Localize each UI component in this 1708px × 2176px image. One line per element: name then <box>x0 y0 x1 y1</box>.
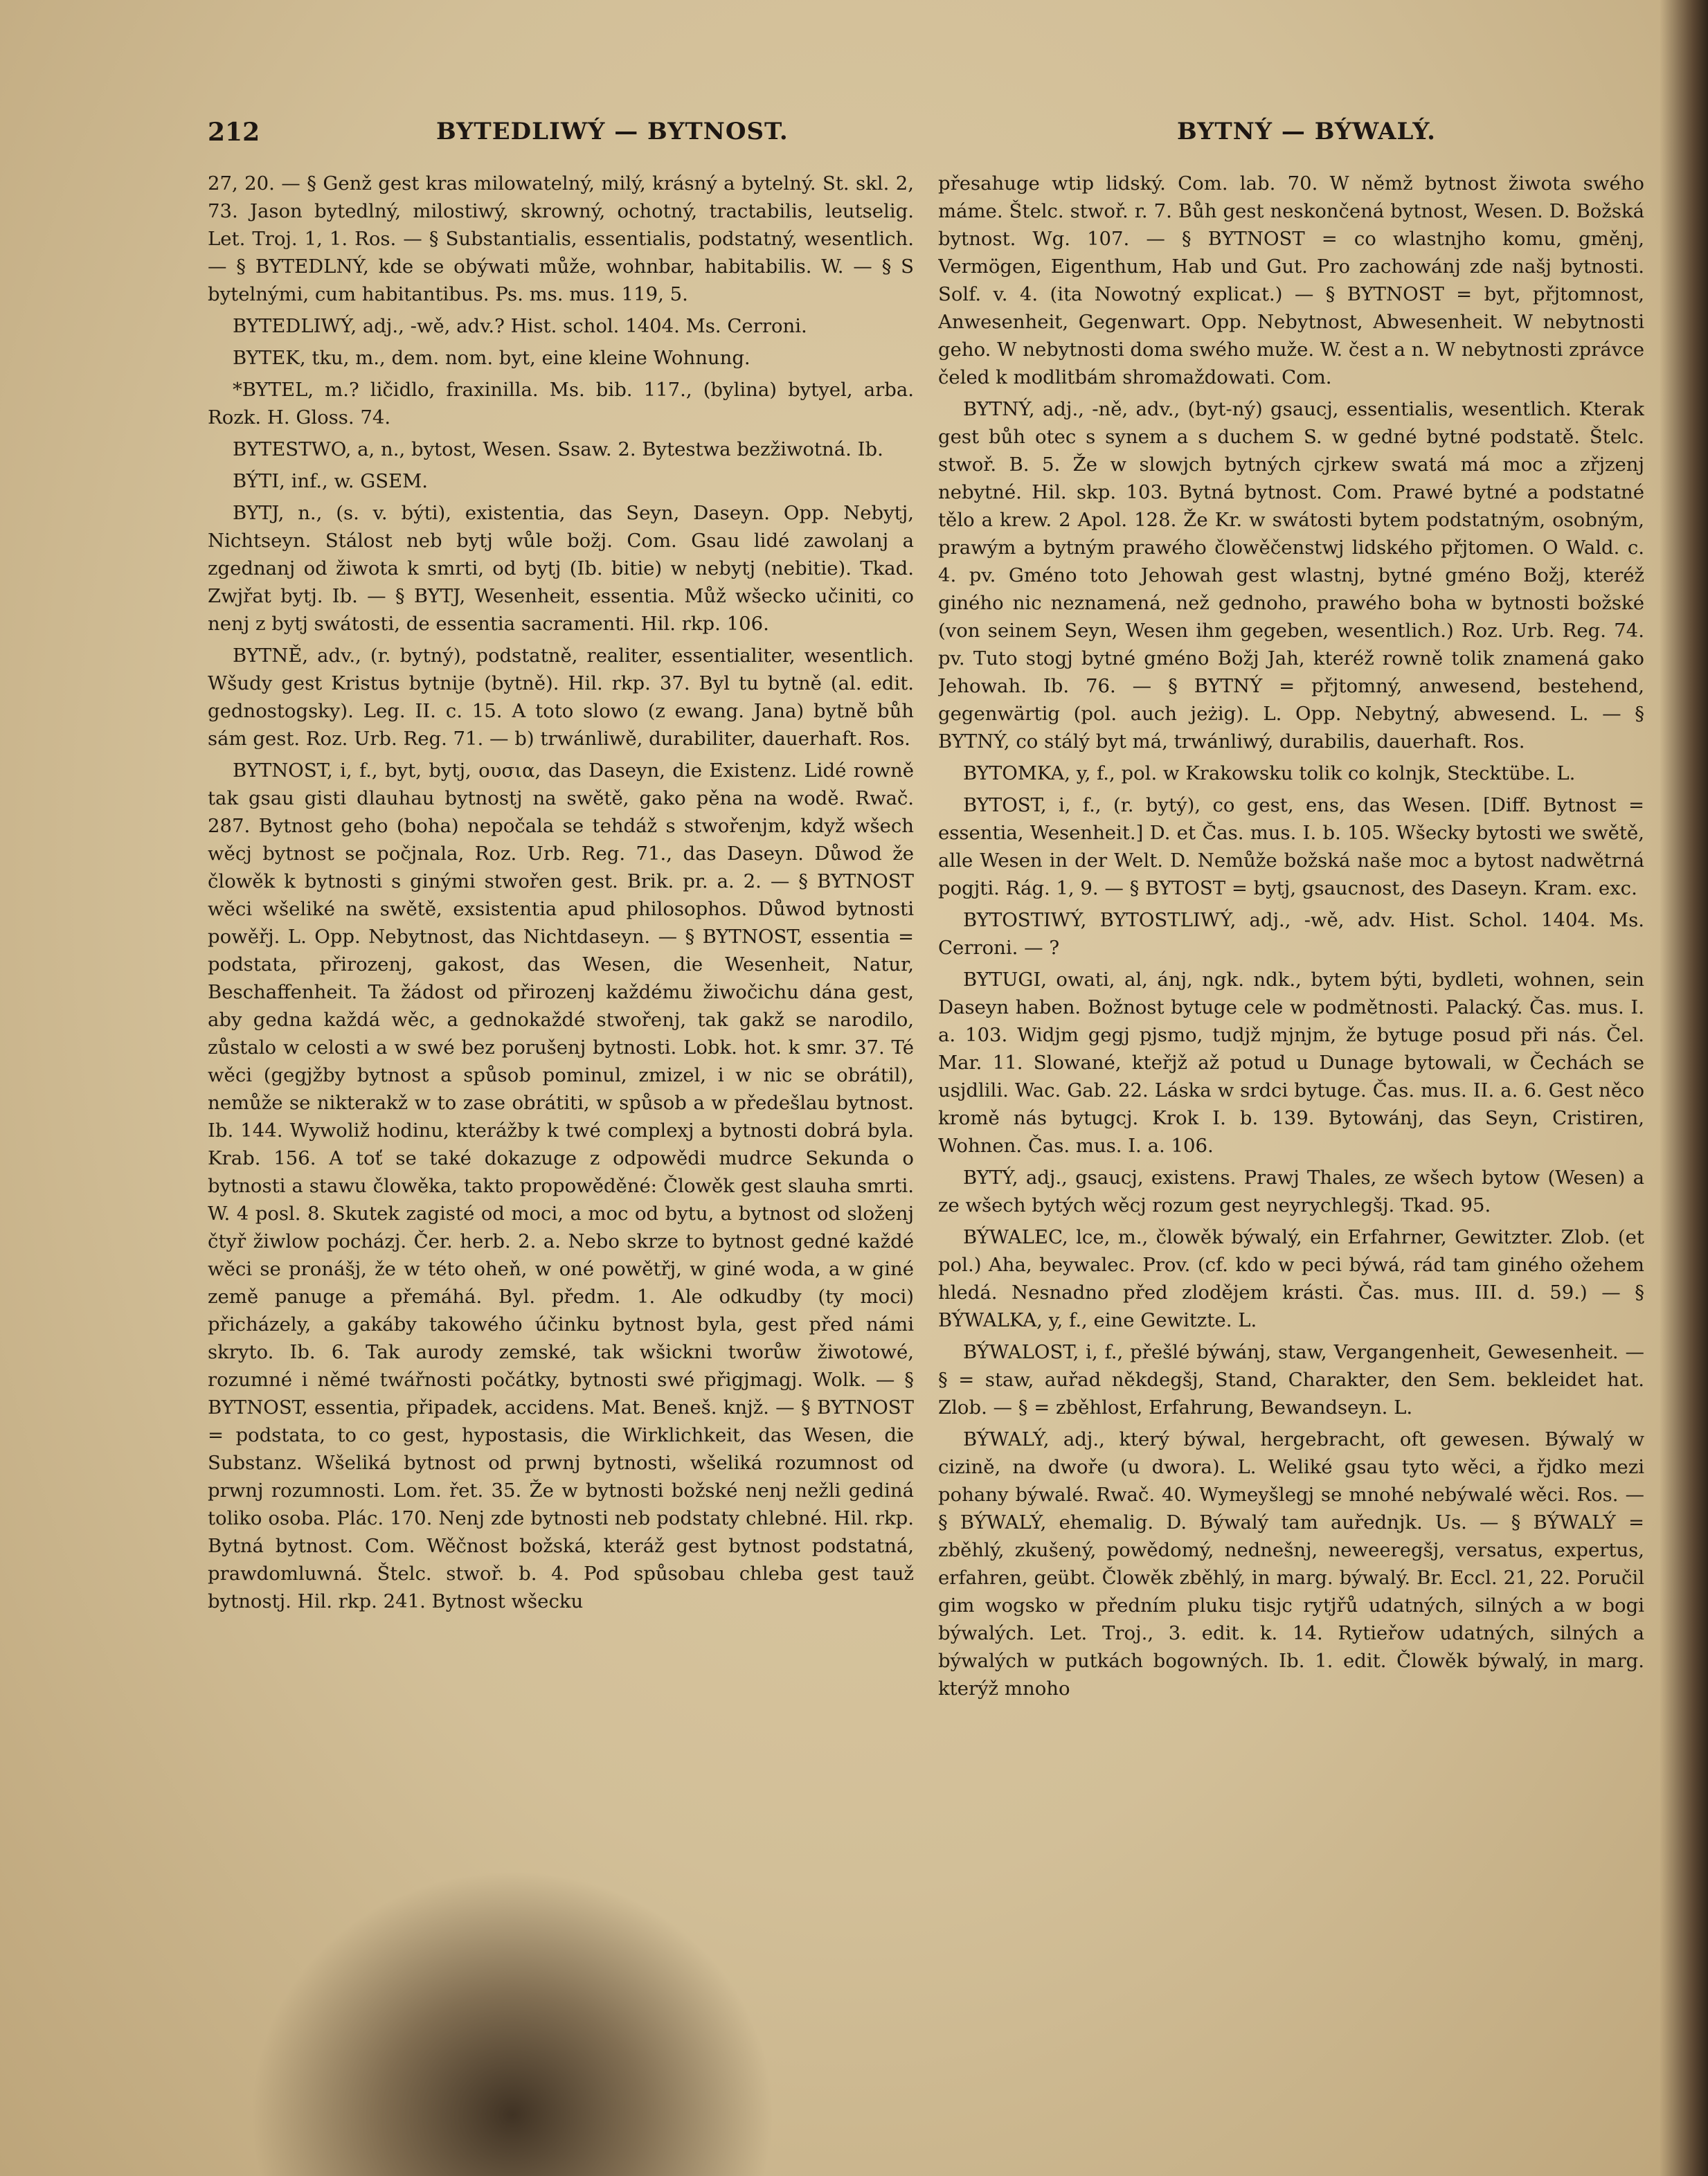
entry-paragraph: 27, 20. — § Genž gest kras milowatelný, milý, krásný a bytelný. St. skl. 2, 73. Jason bytedlný, milostiwý, skrowný, ochotný, tractabilis, leutselig. Let. Troj. 1, 1. Ros. — § Substantialis, essentialis, podstatný, wesentlich. — § BYTEDLNÝ, kde se obýwati může, wohnbar, habitabilis. W. — § S bytelnými, cum habitantibus. Ps. ms. mus. 119, 5. <box>208 172 914 305</box>
entry-paragraph: BYTNOST, i, f., byt, bytj, ουσια, das Daseyn, die Existenz. Lidé rowně tak gsau gisti dlauhau bytnostj na swětě, gako pěna na wodě. Rwač. 287. Bytnost geho (boha) nepočala se tehdáž s stwořenjm, když wšech wěcj bytnost se počjnala, Roz. Urb. Reg. 71., das Daseyn. Důwod že člowěk k bytnosti s ginými stwořen gest. Brik. pr. a. 2. — § BYTNOST wěci wšeliké na swětě, exsistentia apud philosophos. Důwod bytnosti powěřj. L. Opp. Nebytnost, das Nichtdaseyn. — § BYTNOST, essentia = podstata, přirozenj, gakost, das Wesen, die Wesenheit, Natur, Beschaffenheit. Ta žádost od přirozenj každému žiwočichu dána gest, aby gedna každá wěc, a gednokaždé stwořenj, tak gakž se narodilo, zůstalo w celosti a w swé bez porušenj bytnosti. Lobk. hot. k smr. 37. Té wěci (gegjžby bytnost a spůsob pominul, zmizel, i w nic se obrátil), nemůže se nikterakž w to zase obrátiti, w spůsob a w předešlau bytnost. Ib. 144. Wywoliž hodinu, kterážby k twé complexj a bytnosti dobrá byla. Krab. 156. A toť se také dokazuge z odpowědi mudrce Sekunda o bytnosti a stawu člowěka, takto propowěděné: Člowěk gest slauha smrti. W. 4 posl. 8. Skutek zagisté od moci, a moc od bytu, a bytnost od složenj čtyř žiwlow pocházj. Čer. herb. 2. a. Nebo skrze to bytnost gedné každé wěci se pronášj, že w této oheň, w oné powětřj, w giné woda, a w giné země panuge a přemáhá. Byl. předm. 1. Ale odkudby (ty moci) přicházely, a gakáby takowého účinku bytnost byla, gest před námi skryto. Ib. 6. Tak aurody zemské, tak wšickni tworůw žiwotowé, rozumné i němé twářnosti počátky, bytnosti swé přigjmagj. Wolk. — § BYTNOST, essentia, připadek, accidens. Mat. Beneš. knjž. — § BYTNOST = podstata, to co gest, hypostasis, die Wirklichkeit, das Wesen, die Substanz. Wšeliká bytnost od prwnj bytnosti, wšeliká rozumnost od prwnj rozumnosti. Lom. řet. 35. Že w bytnosti božské nenj nežli gediná toliko osoba. Plác. 170. Nenj zde bytnosti neb podstaty chlebné. Hil. rkp. Bytná bytnost. Com. Wěčnost božská, kteráž gest bytnost podstatná, prawdomluwná. Štelc. stwoř. b. 4. Pod spůsobau chleba gest tauž bytnostj. Hil. rkp. 241. Bytnost wšecku <box>208 759 914 1612</box>
page-header <box>208 118 1662 159</box>
entry-paragraph: přesahuge wtip lidský. Com. lab. 70. W němž bytnost žiwota swého máme. Štelc. stwoř. r. 7. Bůh gest neskončená bytnost, Wesen. D. Božská bytnost. Wg. 107. — § BYTNOST = co wlastnjho komu, gměnj, Vermögen, Eigenthum, Hab und Gut. Pro zachowánj zde našj bytnosti. Solf. v. 4. (ita Nowotný explicat.) — § BYTNOST = byt, přjtomnost, Anwesenheit, Gegenwart. Opp. Nebytnost, Abwesenheit. W nebytnosti geho. W nebytnosti doma swého muže. W. čest a n. W nebytnosti zprávce čeled k modlitbám shromaždowati. Com. <box>938 172 1644 388</box>
left-running-title: BYTEDLIWÝ — BYTNOST. <box>436 118 789 145</box>
entry-paragraph: BYTOSTIWÝ, BYTOSTLIWÝ, adj., -wě, adv. Hist. Schol. 1404. Ms. Cerroni. — ? <box>938 909 1644 959</box>
book-edge-shadow <box>1660 0 1708 2176</box>
entry-paragraph: BÝWALÝ, adj., který býwal, hergebracht, oft gewesen. Býwalý w cizině, na dwoře (u dwora). L. Weliké gsau tyto wěci, a řjdko mezi pohany býwalé. Rwač. 40. Wymeyšlegj se mnohé nebýwalé wěci. Ros. — § BÝWALÝ, ehemalig. D. Býwalý tam auřednjk. Us. — § BÝWALÝ = zběhlý, zkušený, powědomý, nednešnj, neweeregšj, versatus, expertus, erfahren, geübt. Člowěk zběhlý, in marg. býwalý. Br. Eccl. 21, 22. Poručil gim wogsko w předním pluku tisjc rytjřů udatných, silných a w bogi býwalých. Let. Troj., 3. edit. k. 14. Rytieřow udatných, silných a býwalých w putkách bogowných. Ib. 1. edit. Člowěk býwalý, in marg. kterýž mnoho <box>938 1428 1644 1700</box>
entry-paragraph: BYTEDLIWÝ, adj., -wě, adv.? Hist. schol. 1404. Ms. Cerroni. <box>233 315 807 337</box>
left-column <box>208 170 914 1873</box>
entry-paragraph: BYTUGI, owati, al, ánj, ngk. ndk., bytem býti, bydleti, wohnen, sein Daseyn haben. Božnost bytuge cele w podmětnosti. Palacký. Čas. mus. I. a. 103. Widjm gegj pjsmo, tudjž mjnjm, že bytuge posud při nás. Čel. Mar. 11. Slowané, kteřjž až potud u Dunage bytowali, w Čechách se usjdlili. Wac. Gab. 22. Láska w srdci bytuge. Čas. mus. II. a. 6. Gest něco kromě nás bytugcj. Krok I. b. 139. Bytowánj, das Seyn, Cristiren, Wohnen. Čas. mus. I. a. 106. <box>938 969 1644 1157</box>
entry-paragraph: BYTNÝ, adj., -ně, adv., (byt-ný) gsaucj, essentialis, wesentlich. Kterak gest bůh otec s synem a s duchem S. w gedné bytné podstatě. Štelc. stwoř. B. 5. Že w slowjch bytných cjrkew swatá má moc a zřjzenj nebytné. Hil. skp. 103. Bytná bytnost. Com. Prawé bytné a podstatné tělo a krew. 2 Apol. 128. Že Kr. w swátosti bytem podstatným, osobným, prawým a bytným prawého člowěčenstwj lidského přjtomen. O Wald. c. 4. pv. Gméno toto Jehowah gest wlastnj, bytné gméno Božj, kteréž giného nic neznamená, než gednoho, prawého boha w bytnosti božské (von seinem Seyn, Wesen ihm gegeben, wesentlich.) Roz. Urb. Reg. 74. pv. Tuto stogj bytné gméno Božj Jah, kteréž rowně tolik znamená gako Jehowah. Ib. 76. — § BYTNÝ = přjtomný, anwesend, bestehend, gegenwärtig (pol. auch jeżig). L. Opp. Nebytný, abwesend. L. — § BYTNÝ, co stálý byt má, trwánliwý, durabilis, dauerhaft. Ros. <box>938 398 1644 753</box>
page-number: 212 <box>208 118 260 147</box>
entry-paragraph: BYTJ, n., (s. v. býti), existentia, das Seyn, Daseyn. Opp. Nebytj, Nichtseyn. Stálost neb bytj wůle božj. Com. Gsau lidé zawolanj a zgednanj od žiwota k smrti, od bytj (Ib. bitie) w nebytj (nebitie). Tkad. Zwjřat bytj. Ib. — § BYTJ, Wesenheit, essentia. Můž wšecko učiniti, co nenj z bytj swátosti, de essentia sacramenti. Hil. rkp. 106. <box>208 502 914 635</box>
entry-paragraph: *BYTEL, m.? ličidlo, fraxinilla. Ms. bib. 117., (bylina) bytyel, arba. Rozk. H. Gloss. 74. <box>208 379 914 429</box>
entry-paragraph: BYTESTWO, a, n., bytost, Wesen. Ssaw. 2. Bytestwa bezžiwotná. Ib. <box>233 438 883 460</box>
right-column <box>938 170 1644 1873</box>
entry-paragraph: BYTÝ, adj., gsaucj, existens. Prawj Thales, ze wšech bytow (Wesen) a ze wšech bytých wěcj rozum gest neyrychlegšj. Tkad. 95. <box>938 1167 1644 1216</box>
entry-paragraph: BÝWALOST, i, f., přešlé býwánj, staw, Vergangenheit, Gewesenheit. — § = staw, auřad někdegšj, Stand, Charakter, den Sem. bekleidet hat. Zlob. — § = zběhlost, Erfahrung, Bewandseyn. L. <box>938 1341 1644 1419</box>
entry-paragraph: BÝWALEC, lce, m., člowěk býwalý, ein Erfahrner, Gewitzter. Zlob. (et pol.) Aha, beywalec. Prov. (cf. kdo w peci býwá, rád tam giného ožehem hledá. Nesnadno před zlodějem krásti. Čas. mus. III. d. 59.) — § BÝWALKA, y, f., eine Gewitzte. L. <box>938 1226 1644 1331</box>
entry-paragraph: BYTNĚ, adv., (r. bytný), podstatně, realiter, essentialiter, wesentlich. Wšudy gest Kristus bytnije (bytně). Hil. rkp. 37. Byl tu bytně (al. edit. gednostogsky). Leg. II. c. 15. A toto slowo (z ewang. Jana) bytně bůh sám gest. Roz. Urb. Reg. 71. — b) trwánliwě, durabiliter, dauerhaft. Ros. <box>208 645 914 750</box>
entry-paragraph: BYTOST, i, f., (r. bytý), co gest, ens, das Wesen. [Diff. Bytnost = essentia, Wesenheit.] D. et Čas. mus. I. b. 105. Wšecky bytosti we swětě, alle Wesen in der Welt. D. Nemůže božská naše moc a bytost nadwětrná pogjti. Rág. 1, 9. — § BYTOST = bytj, gsaucnost, des Daseyn. Kram. exc. <box>938 794 1644 899</box>
entry-paragraph: BYTEK, tku, m., dem. nom. byt, eine kleine Wohnung. <box>233 347 750 369</box>
page-stain <box>249 1869 775 2176</box>
entry-paragraph: BYTOMKA, y, f., pol. w Krakowsku tolik co kolnjk, Stecktübe. L. <box>963 762 1576 784</box>
entry-paragraph: BÝTI, inf., w. GSEM. <box>233 470 429 492</box>
right-running-title: BYTNÝ — BÝWALÝ. <box>1177 118 1436 145</box>
